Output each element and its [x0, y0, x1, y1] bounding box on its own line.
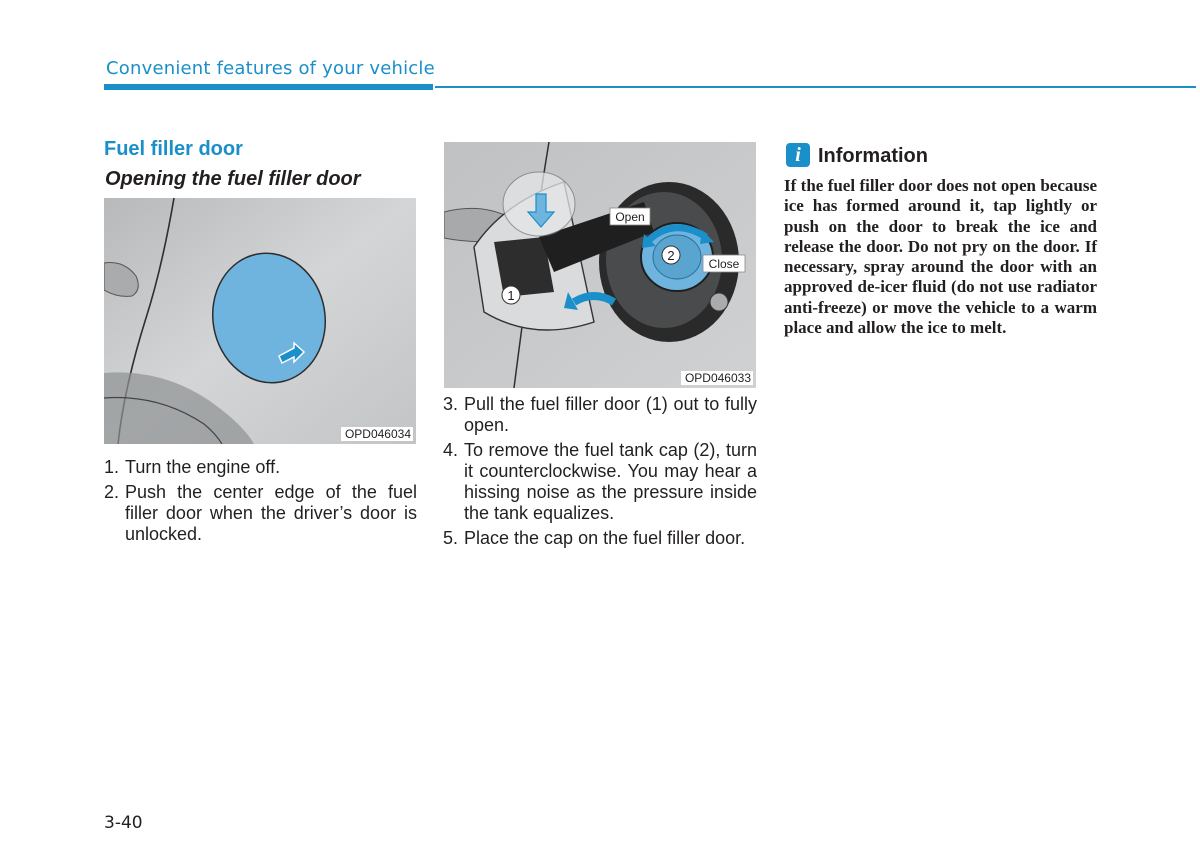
figure-fuel-door-closed — [104, 198, 416, 444]
step-item — [104, 482, 417, 545]
fuel-door-open-illustration — [444, 142, 756, 388]
subsection-title: Opening the fuel filler door — [105, 168, 361, 190]
step-number: 5. — [443, 528, 459, 548]
header-title: Convenient features of your vehicle — [106, 58, 435, 79]
step-number: 4. — [443, 440, 459, 460]
steps-list-left — [104, 457, 417, 549]
callout-1: 1 — [507, 288, 515, 303]
steps-list-right — [443, 394, 757, 553]
header-rule-thick — [104, 84, 433, 90]
step-text: Place the cap on the fuel filler door. — [464, 528, 746, 548]
step-item — [104, 457, 417, 478]
section-title: Fuel filler door — [104, 138, 243, 160]
callout-2: 2 — [667, 248, 675, 263]
step-text: Turn the engine off. — [125, 457, 281, 477]
fuel-door-closed-illustration — [104, 198, 416, 444]
label-open: Open — [615, 210, 645, 224]
figure-caption: OPD046034 — [341, 427, 413, 441]
step-number: 1. — [104, 457, 120, 477]
figure-fuel-door-open — [444, 142, 756, 388]
step-text: Push the center edge of the fuel filler door when the driver’s door is unlocked. — [125, 482, 417, 544]
info-icon: i — [786, 143, 810, 167]
step-text: To remove the fuel tank cap (2), turn it counterclockwise. You may hear a hissing noise as the pressure inside the tank equalizes. — [464, 440, 757, 523]
label-close: Close — [708, 257, 740, 271]
step-item — [443, 394, 757, 436]
step-item — [443, 440, 757, 524]
information-title: Information — [818, 145, 928, 167]
step-number: 3. — [443, 394, 459, 414]
step-text: Pull the fuel filler door (1) out to fully open. — [464, 394, 757, 435]
header-rule-thin — [435, 86, 1196, 88]
figure-caption: OPD046033 — [681, 371, 753, 385]
step-item — [443, 528, 757, 549]
page-number: 3-40 — [104, 813, 143, 833]
information-body: If the fuel filler door does not open because ice has formed around it, tap lightly or push on the door to break the ice and release the door. Do not pry on the door. If necessary, spray around the door with an approved de-icer fluid (do not use radiator anti-freeze) or move the vehicle to a warm place and allow the ice to melt. — [784, 176, 1097, 338]
step-number: 2. — [104, 482, 120, 502]
